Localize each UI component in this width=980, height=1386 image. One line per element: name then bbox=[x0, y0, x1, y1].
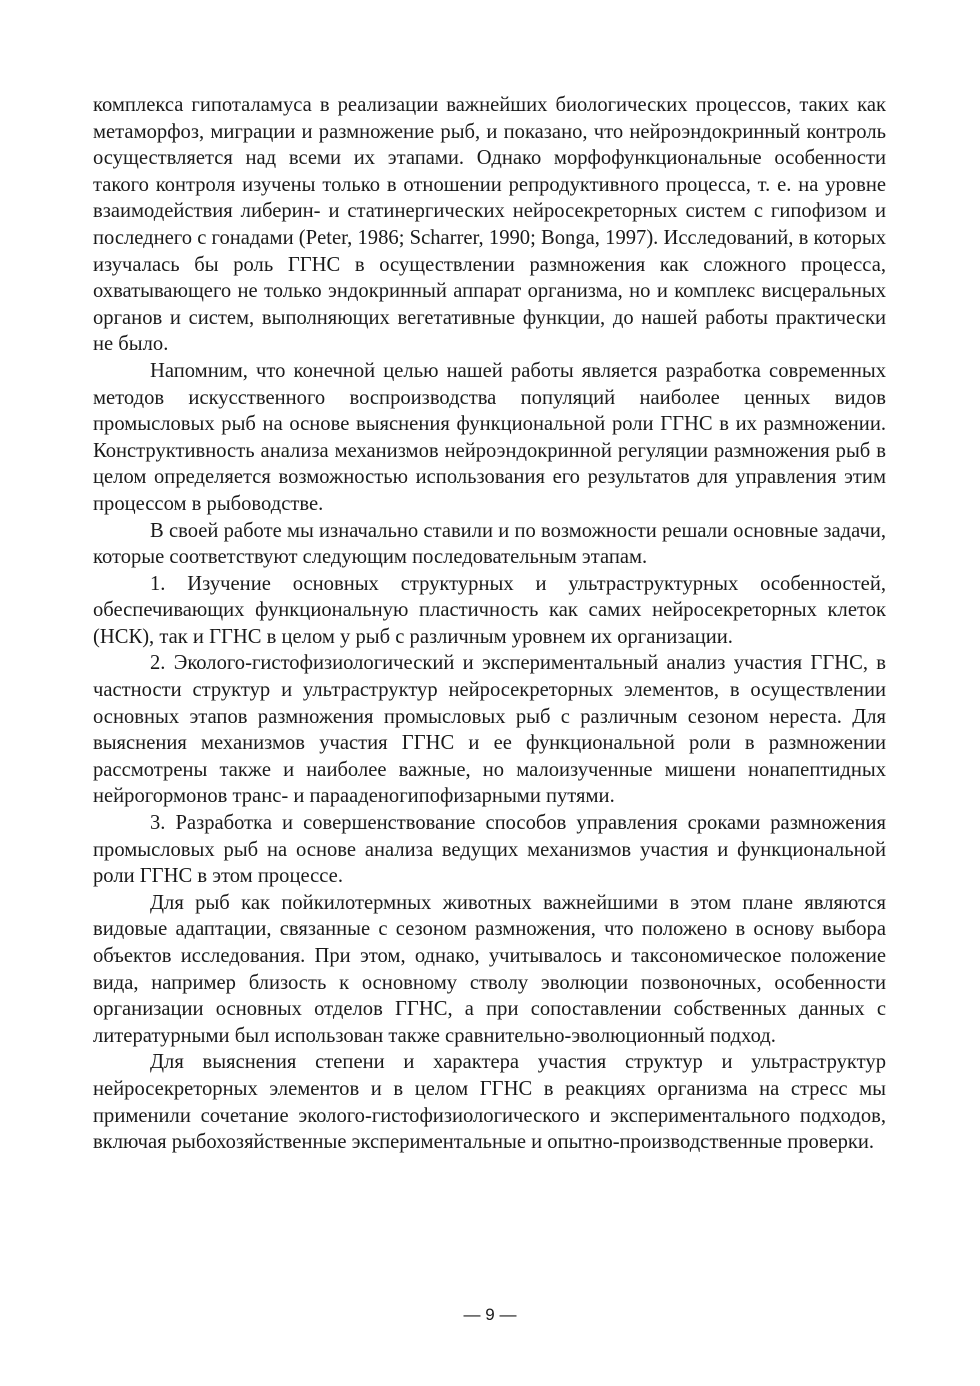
page-number: — 9 — bbox=[463, 1305, 517, 1324]
paragraph-adaptations: Для рыб как пойкилотермных животных важнейшими в этом плане являются видовые адаптации, связанные с сезоном размножения, что положено в основу выбора объектов исследования. При этом, однако, учитывалось и таксономическое положение вида, например близость к основному стволу эволюции позвоночных, особенности организации основных отделов ГГНС, а при сопоставлении собственных данных с литературными был использован также сравнительно-эволюционный подход. bbox=[93, 891, 886, 1047]
paragraph-methods: Для выяснения степени и характера участия структур и ультраструктур нейросекреторных элементов и в целом ГГНС в реакциях организма на стресс мы применили сочетание эколого-гистофизиологического и экспериментального подходов, включая рыбохозяйственные экспериментальные и опытно-производственные проверки. bbox=[93, 1051, 886, 1154]
paragraph-task-2: 2. Эколого-гистофизиологический и экспериментальный анализ участия ГГНС, в частности структур и ультраструктур нейросекреторных элементов, в осуществлении основных этапов размножения промысловых рыб с различным сезоном нереста. Для выяснения механизмов участия ГГНС и ее функциональной роли в размножении рассмотрены также и наиболее важные, но малоизученные мишени нонапептидных нейрогормонов транс- и парааденогипофизарными путями. bbox=[93, 652, 886, 808]
paragraph-task-3: 3. Разработка и совершенствование способов управления сроками размножения промысловых рыб на основе анализа ведущих механизмов участия и функциональной роли ГГНС в этом процессе. bbox=[93, 812, 886, 888]
paragraph-tasks-intro: В своей работе мы изначально ставили и по возможности решали основные задачи, которые соответствуют следующим последовательным этапам. bbox=[93, 519, 886, 569]
paragraph-task-1: 1. Изучение основных структурных и ультраструктурных особенностей, обеспечивающих функциональную пластичность как самих нейросекреторных клеток (НСК), так и ГГНС в целом у рыб с различным уровнем их организации. bbox=[93, 572, 886, 648]
document-body bbox=[93, 92, 886, 1156]
paragraph-continuation: комплекса гипоталамуса в реализации важнейших биологических процессов, таких как метаморфоз, миграции и размножение рыб, и показано, что нейроэндокринный контроль осуществляется над всеми их этапами. Однако морфофункциональные особенности такого контроля изучены только в отношении репродуктивного процесса, т. е. на уровне взаимодействия либерин- и статинергических нейросекреторных систем с гипофизом и последнего с гонадами (Peter, 1986; Scharrer, 1990; Bonga, 1997). Исследований, в которых изучалась бы роль ГГНС в осуществлении размножения как сложного процесса, охватывающего не только эндокринный аппарат организма, но и комплекс висцеральных органов и систем, выполняющих вегетативные функции, до нашей работы практически не было. bbox=[93, 94, 886, 356]
paragraph-research-goal: Напомним, что конечной целью нашей работы является разработка современных методов искусственного воспроизводства популяций наиболее ценных видов промысловых рыб на основе выяснения функциональной роли ГГНС в их размножении. Конструктивность анализа механизмов нейроэндокринной регуляции размножения рыб в целом определяется возможностью использования его результатов для управления этим процессом в рыбоводстве. bbox=[93, 359, 886, 515]
